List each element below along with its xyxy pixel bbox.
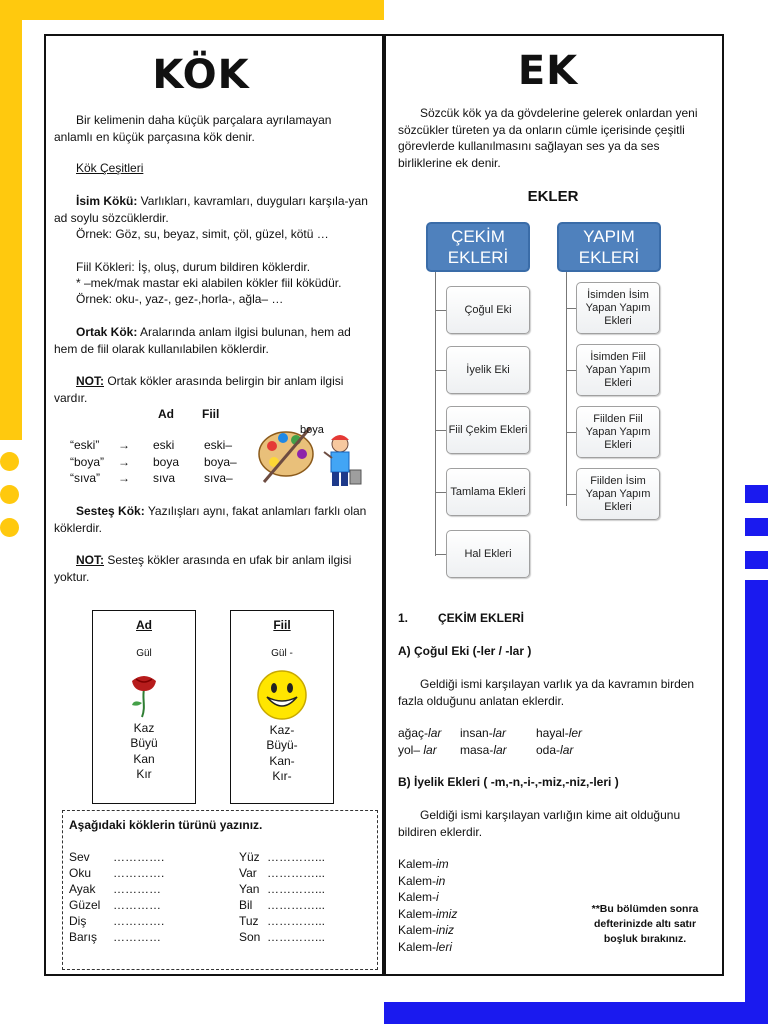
exercise-blank: …………... (267, 850, 326, 864)
yapim-item-box: Fiilden Fiil Yapan Yapım Ekleri (576, 406, 660, 458)
fiil-koku-example: Örnek: oku-, yaz-, gez-,horla-, ağla– … (76, 292, 284, 306)
arrow-icon: → (118, 471, 130, 485)
cekim-item-box: Çoğul Eki (446, 286, 530, 334)
rose-icon (124, 671, 164, 719)
blue-stripe (745, 518, 768, 536)
ad-card-item: Kaz (133, 720, 155, 735)
connector-tick (435, 554, 446, 555)
exercise-blank: ………… (113, 898, 161, 912)
connector-tick (435, 492, 446, 493)
yellow-left-band (0, 0, 22, 440)
ortak-row (70, 454, 270, 470)
exercise-blank: …………... (267, 882, 326, 896)
example-stem: Kalem- (398, 939, 437, 954)
exercise-row (69, 929, 209, 945)
connector-tick (435, 370, 446, 371)
exercise-blank: …………... (267, 866, 326, 880)
cogul-example-row (398, 725, 712, 742)
isim-koku-paragraph (54, 193, 372, 226)
fiil-card-item: Büyü- (266, 738, 298, 752)
exercise-right-column (239, 849, 379, 945)
yapim-head-line1: YAPIM (583, 227, 635, 246)
ortak-ad: boya (153, 454, 180, 469)
ad-card-item: Kır (136, 767, 152, 781)
isim-koku-example: Örnek: Göz, su, beyaz, simit, çöl, güzel, kötü … (76, 227, 329, 241)
sestes-kok-label: Sesteş Kök: (76, 504, 145, 518)
exercise-word: Ayak (69, 882, 96, 896)
iyelik-example (398, 856, 558, 873)
section-title: ÇEKİM EKLERİ (438, 611, 525, 625)
yapim-item-box: İsimden İsim Yapan Yapım Ekleri (576, 282, 660, 334)
exercise-blank: …………... (267, 914, 326, 928)
example-stem: oda- (536, 742, 561, 757)
ortak-fiil: eski– (204, 438, 233, 452)
arrow-icon: → (118, 454, 130, 469)
not2-text: Sesteş kökler arasında en ufak bir anlam ilgisi yoktur. (54, 553, 352, 584)
exercise-blank: …………. (113, 850, 165, 864)
yellow-top-band (0, 0, 384, 20)
ek-panel (384, 34, 724, 976)
exercise-blank: ………… (113, 882, 161, 896)
yapim-ekleri-box (557, 222, 661, 272)
exercise-row (239, 881, 379, 897)
example-stem: ağaç- (398, 726, 429, 740)
ortak-row (70, 437, 270, 453)
cekim-head-line1: ÇEKİM (451, 227, 505, 246)
example-suffix: lar (428, 726, 442, 740)
exercise-blank: …………... (267, 898, 326, 912)
cekim-head-line2: EKLERİ (447, 248, 509, 267)
exercise-row (239, 897, 379, 913)
example-stem: Kalem- (398, 890, 437, 904)
fiil-card-item: Kan- (269, 753, 295, 768)
exercise-row (239, 849, 379, 865)
example-suffix: imiz (436, 906, 458, 921)
exercise-word: Diş (69, 914, 87, 928)
ortak-col-fiil: Fiil (202, 407, 220, 421)
ad-card (92, 610, 196, 804)
ortak-word: “eski” (70, 438, 100, 452)
exercise-row (69, 865, 209, 881)
example-stem: Kalem- (398, 857, 437, 871)
exercise-blank: …………. (113, 866, 165, 880)
fiil-koku-line1: Fiil Kökleri: İş, oluş, durum bildiren köklerdir. (76, 260, 311, 274)
ortak-col-ad: Ad (158, 407, 174, 421)
fiil-card-item: Kır- (272, 769, 292, 783)
ad-card-item: Kan (133, 751, 155, 766)
ekler-heading: EKLER (527, 188, 579, 205)
cekim-item-box: Tamlama Ekleri (446, 468, 530, 516)
example-stem: Kalem- (398, 873, 437, 888)
exercise-box (62, 810, 378, 970)
example-suffix: i (436, 890, 439, 904)
example-suffix: lar (560, 742, 574, 757)
cekim-connector (435, 272, 436, 556)
not1-text: Ortak kökler arasında belirgin bir anlam ilgisi vardır. (54, 374, 344, 405)
kok-kinds-heading: Kök Çeşitleri (76, 161, 144, 175)
cogul-example (398, 725, 441, 742)
example-suffix: lar (493, 742, 507, 757)
exercise-blank: ………… (113, 930, 161, 944)
smiley-icon (256, 669, 308, 721)
cekim-item-box: Hal Ekleri (446, 530, 530, 578)
exercise-blank: …………. (113, 914, 165, 928)
not1-paragraph (54, 373, 372, 406)
sestes-kok-text: Yazılışları aynı, fakat anlamları farklı olan köklerdir. (54, 504, 367, 535)
example-suffix: im (436, 857, 449, 871)
iyelik-example (398, 906, 558, 923)
connector-tick (566, 432, 576, 433)
connector-tick (566, 370, 576, 371)
exercise-row (69, 849, 209, 865)
ad-card-item: Büyü (130, 736, 158, 750)
iyelik-example (398, 922, 558, 939)
fiil-card (230, 610, 334, 804)
cogul-example (460, 742, 507, 759)
example-suffix: iniz (436, 923, 455, 937)
not2-label: NOT: (76, 553, 104, 567)
ortak-fiil: boya– (204, 454, 237, 469)
ortak-word: “boya” (70, 454, 105, 469)
example-stem: masa- (460, 742, 494, 757)
sestes-kok-paragraph (54, 503, 372, 536)
kok-panel (44, 34, 384, 976)
blue-right-band (745, 580, 768, 1024)
ortak-ad: eski (153, 438, 175, 452)
fiil-card-item: Kaz- (269, 722, 295, 737)
ortak-ad: sıva (153, 471, 176, 485)
exercise-row (239, 865, 379, 881)
exercise-title: Aşağıdaki köklerin türünü yazınız. (69, 818, 263, 832)
fiil-koku-line2: * –mek/mak mastar eki alabilen kökler fiil köküdür. (76, 276, 342, 290)
exercise-row (69, 881, 209, 897)
example-stem: hayal- (536, 726, 569, 740)
blue-stripe (745, 551, 768, 569)
cogul-eki-text: Geldiği ismi karşılayan varlık ya da kavramın birden fazla olduğunu anlatan eklerdir. (398, 677, 695, 708)
exercise-word: Sev (69, 850, 90, 864)
exercise-row (69, 913, 209, 929)
connector-tick (435, 430, 446, 431)
cogul-eki-title: A) Çoğul Eki (-ler / -lar ) (398, 644, 532, 658)
exercise-row (69, 897, 209, 913)
example-suffix: ler (568, 726, 583, 740)
yellow-dot (0, 452, 19, 471)
example-stem: Kalem- (398, 923, 437, 937)
ek-intro: Sözcük kök ya da gövdelerine gelerek onlardan yeni sözcükler türeten ya da onların cümle içerisinde çeşitli görevlerde kullanılmasını sağlayan ses ya da ses birliklerine ek denir. (398, 106, 698, 170)
yapim-item-box: İsimden Fiil Yapan Yapım Ekleri (576, 344, 660, 396)
example-suffix: lar (492, 726, 507, 740)
cekim-item-box: İyelik Eki (446, 346, 530, 394)
example-suffix: lar (423, 742, 437, 757)
ad-card-title: Ad (136, 618, 152, 632)
iyelik-example (398, 873, 558, 890)
exercise-word: Barış (69, 930, 98, 944)
ortak-kok-paragraph (54, 324, 372, 357)
exercise-word: Bil (239, 898, 253, 912)
cogul-example (460, 725, 506, 742)
exercise-word: Son (239, 930, 261, 944)
exercise-left-column (69, 849, 209, 945)
example-stem: Kalem- (398, 906, 437, 921)
kok-intro: Bir kelimenin daha küçük parçalara ayrılamayan anlamlı en küçük parçasına kök denir. (54, 113, 332, 144)
iyelik-example (398, 939, 558, 956)
ortak-kok-text: Aralarında anlam ilgisi bulunan, hem ad hem de fiil olarak kullanılabilen köklerdir. (54, 325, 351, 356)
cogul-eki-examples (398, 725, 712, 758)
isim-koku-text: Varlıkları, kavramları, duyguları karşıla-yan ad soylu sözcüklerdir. (54, 194, 368, 225)
exercise-word: Tuz (239, 914, 259, 928)
cogul-example (536, 742, 573, 759)
yapim-item-box: Fiilden İsim Yapan Yapım Ekleri (576, 468, 660, 520)
ad-card-word: Gül (136, 647, 152, 659)
blue-bottom-band (384, 1002, 768, 1024)
example-stem: insan- (460, 726, 493, 740)
arrow-icon: → (118, 438, 130, 452)
cogul-example-row (398, 742, 712, 759)
ortak-kok-label: Ortak Kök: (76, 325, 138, 339)
example-suffix: in (436, 873, 446, 888)
fiil-card-title: Fiil (273, 618, 291, 632)
iyelik-ekleri-text: Geldiği ismi karşılayan varlığın kime ait olduğunu bildiren eklerdir. (398, 808, 681, 839)
cogul-example (536, 725, 582, 742)
iyelik-ekleri-examples (398, 856, 558, 955)
fiil-card-word: Gül - (271, 647, 293, 659)
cekim-ekleri-box (426, 222, 530, 272)
kok-title: KÖK (152, 52, 250, 98)
example-stem: yol– (398, 742, 424, 757)
yapim-head-line2: EKLERİ (578, 248, 640, 267)
blue-stripe (745, 485, 768, 503)
cekim-item-box: Fiil Çekim Ekleri (446, 406, 530, 454)
connector-tick (566, 494, 576, 495)
ek-title: EK (517, 48, 579, 94)
boya-caption: boya (300, 424, 324, 436)
exercise-row (239, 913, 379, 929)
ortak-fiil: sıva– (204, 471, 233, 485)
example-suffix: leri (436, 939, 453, 954)
painter-boy-icon (318, 432, 364, 490)
not1-label: NOT: (76, 374, 104, 388)
ortak-word: “sıva” (70, 471, 100, 485)
exercise-blank: …………... (267, 930, 326, 944)
section-number: 1. (398, 611, 409, 625)
ad-card-list (93, 721, 195, 783)
exercise-word: Var (239, 866, 257, 880)
ortak-row (70, 470, 270, 486)
cogul-example (398, 742, 437, 759)
iyelik-example (398, 889, 558, 906)
exercise-row (239, 929, 379, 945)
iyelik-ekleri-title: B) İyelik Ekleri ( -m,-n,-i-,-miz,-niz,-leri ) (398, 775, 619, 789)
fiil-card-list (231, 723, 333, 785)
yellow-dot (0, 518, 19, 537)
connector-tick (435, 310, 446, 311)
isim-koku-label: İsim Kökü: (76, 194, 138, 208)
notebook-note: **Bu bölümden sonra defterinizde altı satır boşluk bırakınız. (591, 903, 699, 945)
connector-tick (566, 308, 576, 309)
exercise-word: Oku (69, 866, 92, 880)
exercise-word: Yüz (239, 850, 260, 864)
exercise-word: Güzel (69, 898, 101, 912)
yellow-dot (0, 485, 19, 504)
exercise-word: Yan (239, 882, 260, 896)
not2-paragraph (54, 552, 372, 585)
